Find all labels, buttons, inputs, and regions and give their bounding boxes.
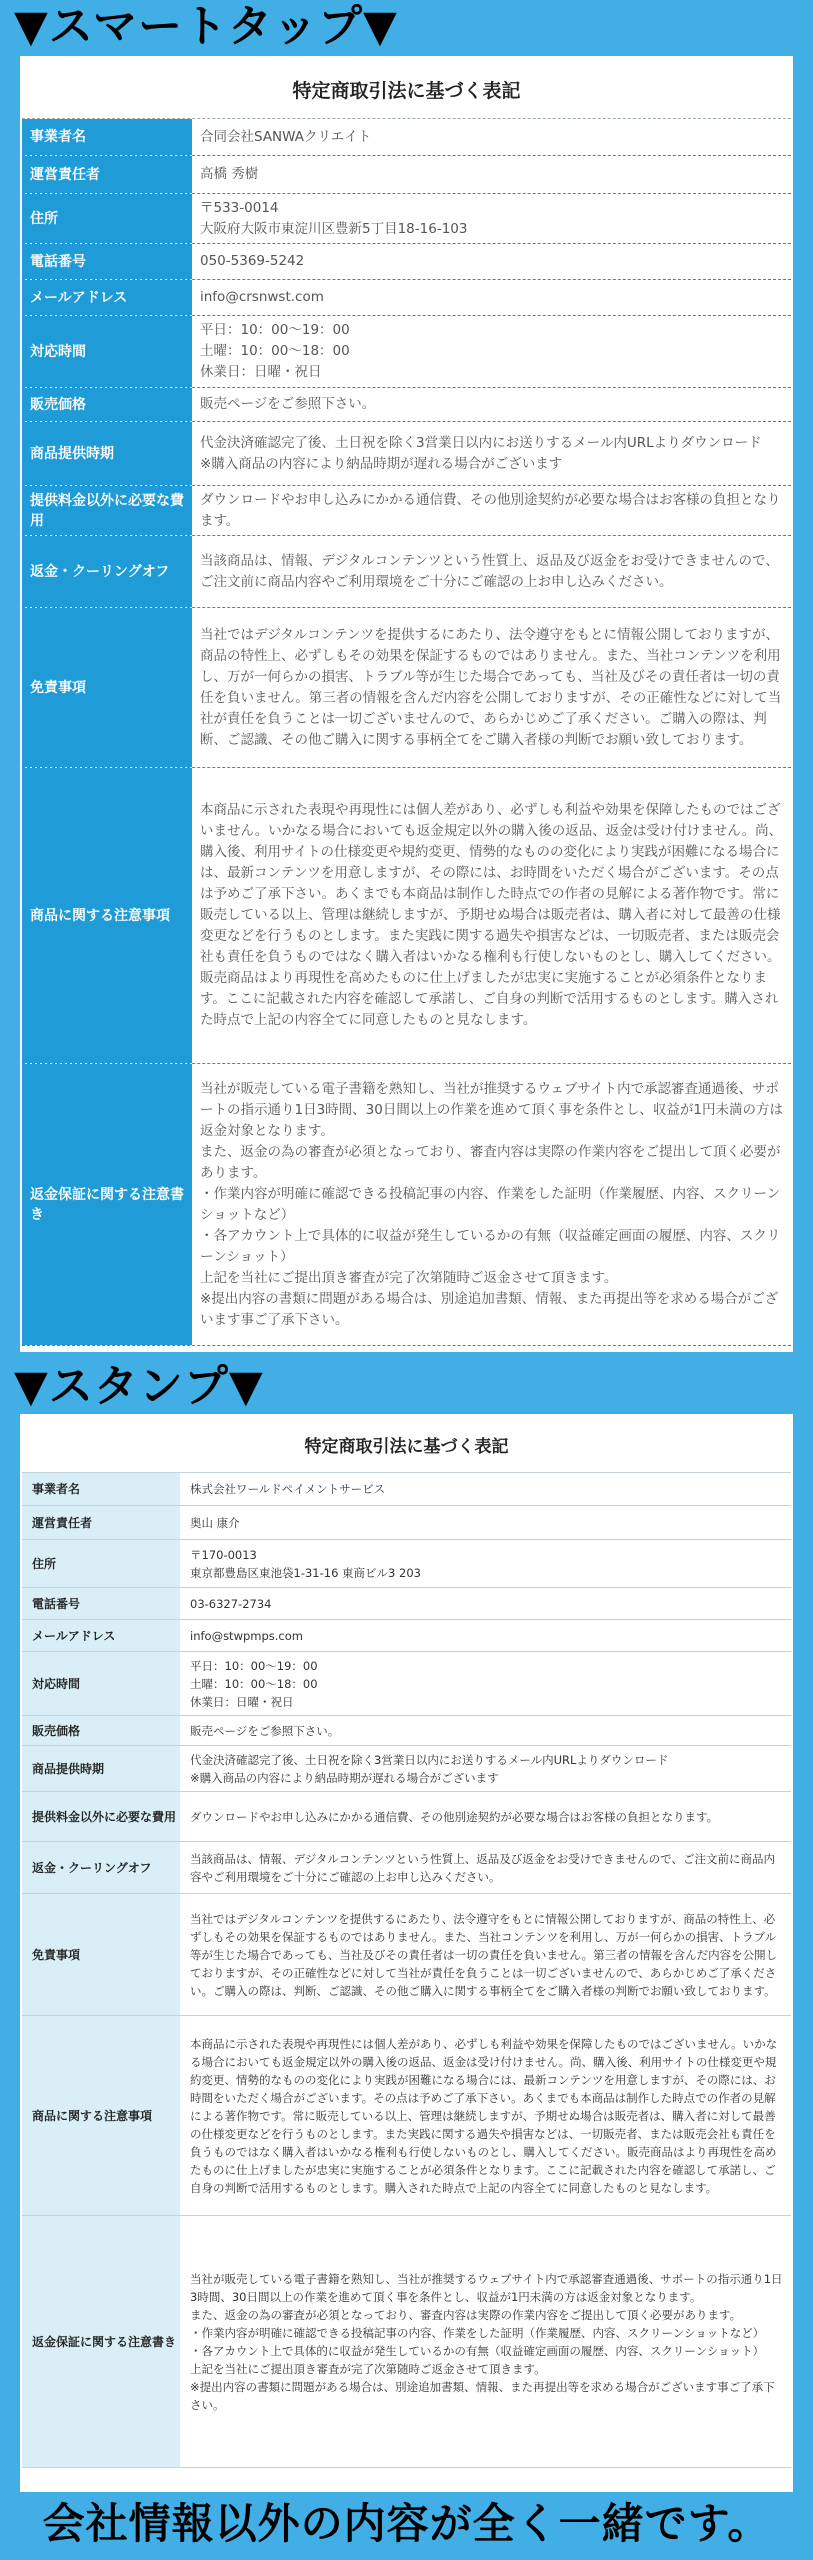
table-row (22, 316, 791, 388)
row-label: 返金保証に関する注意書き (22, 1064, 192, 1345)
table-row (22, 1506, 791, 1540)
row-value: 代金決済確認完了後、土日祝を除く3営業日以内にお送りするメール内URLよりダウンロード ※購入商品の内容により納品時期が遅れる場合がございます (200, 434, 762, 472)
row-value: 奥山 康介 (190, 1515, 240, 1530)
table-row (22, 422, 791, 486)
row-label: 返金・クーリングオフ (22, 1842, 180, 1893)
row-label: 販売価格 (22, 388, 192, 421)
panel-title: 特定商取引法に基づく表記 (292, 80, 521, 102)
row-value: ダウンロードやお申し込みにかかる通信費、その他別途契約が必要な場合はお客様の負担となります。 (200, 491, 781, 529)
table-row (22, 244, 791, 280)
row-value: ダウンロードやお申し込みにかかる通信費、その他別途契約が必要な場合はお客様の負担となります。 (190, 1809, 719, 1824)
legal-notice-table (22, 1472, 791, 2468)
row-value: info@crsnwst.com (200, 289, 324, 305)
row-label: 住所 (22, 1540, 180, 1587)
row-value: 販売ページをご参照下さい。 (190, 1723, 340, 1738)
table-row (22, 1652, 791, 1716)
row-label: 返金・クーリングオフ (22, 536, 192, 607)
row-value: 株式会社ワールドペイメントサービス (190, 1482, 386, 1496)
table-row (22, 1588, 791, 1620)
row-value: 合同会社SANWAクリエイト (200, 128, 372, 145)
table-row (22, 1540, 791, 1588)
row-value: 当該商品は、情報、デジタルコンテンツという性質上、返品及び返金をお受けできませんので、ご注文前に商品内容やご利用環境をご十分にご確認の上お申し込みください。 (190, 1851, 775, 1884)
table-row (22, 2016, 791, 2216)
row-label: メールアドレス (22, 1620, 180, 1651)
row-value: 当社ではデジタルコンテンツを提供するにあたり、法令遵守をもとに情報公開しておりますが、商品の特性上、必ずしもその効果を保証するものではありません。また、当社コンテンツを利用し、万が一何らかの損害、トラブル等が生じた場合であっても、当社及びその責任者は一切の責任を負いません。第三者の情報を含んだ内容を公開しておりますが、その正確性などに対して当社が責任を負うことは一切ございませんので、あらかじめご了承ください。ご購入の際は、判断、ご認識、その他ご購入に関する事柄全てをご購入者様の判断でお願い致しております。 (200, 626, 782, 748)
table-row (22, 768, 791, 1064)
row-label: 対応時間 (22, 316, 192, 387)
row-value: 当社が販売している電子書籍を熟知し、当社が推奨するウェブサイト内で承認審査通過後、サポートの指示通り1日3時間、30日間以上の作業を進めて頂く事を条件とし、収益が1円未満の方は返金対象となります。 また、返金の為の審査が必須となっており、審査内容は実際の作業内容をご提出して頂く必要があります。 ・作業内容が明確に確認できる投稿記事の内容、作業をした証明（作業履歴、内容、スクリーンショットなど） ・各アカウント上で具体的に収益が発生しているかの有無（収益確定画面の履歴、内容、スクリーンショット） 上記を当社にご提出頂き審査が完了次第随時ご返金させて頂きます。 ※提出内容の書類に問題がある場合は、別途追加書類、情報、また再提出等を求める場合がございます事ご了承下さい。 (190, 2271, 783, 2412)
row-label: 商品提供時期 (22, 422, 192, 485)
row-label: 運営責任者 (22, 1506, 180, 1539)
row-value: 販売ページをご参照下さい。 (200, 396, 376, 412)
row-value: 高橋 秀樹 (200, 166, 259, 182)
row-label: 対応時間 (22, 1652, 180, 1715)
row-label: 運営責任者 (22, 156, 192, 193)
row-value: 平日：10：00〜19：00 土曜：10：00〜18：00 休業日：日曜・祝日 (190, 1658, 318, 1709)
table-row (22, 1716, 791, 1746)
row-value: info@stwpmps.com (190, 1628, 303, 1643)
table-row (22, 1064, 791, 1346)
table-row (22, 280, 791, 316)
table-row (22, 1894, 791, 2016)
row-value: 本商品に示された表現や再現性には個人差があり、必ずしも利益や効果を保障したものではございません。いかなる場合においても返金規定以外の購入後の返品、返金は受け付けません。尚、購入後、利用サイトの仕様変更や規約変更、情勢的なものの変化により実践が困難になる場合には、最新コンテンツを用意しますが、その際には、お時間をいただく場合がございます。その点は予めご了承下さい。あくまでも本商品は制作した時点での作者の見解による著作物です。常に販売している以上、管理は継続しますが、予期せぬ場合は販売者は、購入者に対して最善の仕様変更などを行うものとします。また実践に関する過失や損害などは、一切販売者、または販売会社も責任を負うものではなく購入者はいかなる権利も行使しないものとし、購入してください。販売商品はより再現性を高めたものに仕上げましたが忠実に実施することが必須条件となります。ここに記載された内容を確認して承諾し、ご自身の判断で活用するものとします。購入された時点で上記の内容全てに同意したものと見なします。 (190, 2036, 778, 2195)
legal-notice-panel-smarttap (20, 56, 793, 1352)
table-row (22, 608, 791, 768)
row-label: 電話番号 (22, 1588, 180, 1619)
table-row (22, 1842, 791, 1894)
row-label: 提供料金以外に必要な費用 (22, 1792, 180, 1841)
row-label: 免責事項 (22, 608, 192, 767)
row-label: 事業者名 (22, 119, 192, 155)
row-value: 050-5369-5242 (200, 253, 305, 269)
row-label: メールアドレス (22, 280, 192, 315)
table-row (22, 1792, 791, 1842)
row-value: 当社が販売している電子書籍を熟知し、当社が推奨するウェブサイト内で承認審査通過後、サポートの指示通り1日3時間、30日間以上の作業を進めて頂く事を条件とし、収益が1円未満の方は返金対象となります。 また、返金の為の審査が必須となっており、審査内容は実際の作業内容をご提出して頂く必要があります。 ・作業内容が明確に確認できる投稿記事の内容、作業をした証明（作業履歴、内容、スクリーンショットなど） ・各アカウント上で具体的に収益が発生しているかの有無（収益確定画面の履歴、内容、スクリーンショット） 上記を当社にご提出頂き審査が完了次第随時ご返金させて頂きます。 ※提出内容の書類に問題がある場合は、別途追加書類、情報、また再提出等を求める場合がございます事ご了承下さい。 (200, 1080, 783, 1328)
legal-notice-table (22, 118, 791, 1346)
footer-note: 会社情報以外の内容が全く一緒です。 (42, 2499, 771, 2548)
row-label: 提供料金以外に必要な費用 (22, 486, 192, 535)
section-heading-stamp: ▼スタンプ▼ (14, 1361, 264, 1412)
table-row (22, 486, 791, 536)
row-value: 03-6327-2734 (190, 1596, 272, 1611)
table-row (22, 194, 791, 244)
row-value: 平日：10：00〜19：00 土曜：10：00〜18：00 休業日：日曜・祝日 (200, 322, 350, 380)
section-heading-smarttap: ▼スマートタップ▼ (14, 1, 398, 52)
table-row (22, 156, 791, 194)
row-label: 商品提供時期 (22, 1746, 180, 1791)
row-label: 住所 (22, 194, 192, 243)
row-value: 〒170-0013 東京都豊島区東池袋1-31-16 東商ビル3 203 (190, 1547, 421, 1580)
table-row (22, 118, 791, 156)
row-label: 販売価格 (22, 1716, 180, 1745)
legal-notice-panel-stamp (20, 1414, 793, 2492)
row-value: 当該商品は、情報、デジタルコンテンツという性質上、返品及び返金をお受けできませんので、ご注文前に商品内容やご利用環境をご十分にご確認の上お申し込みください。 (200, 552, 779, 590)
row-value: 本商品に示された表現や再現性には個人差があり、必ずしも利益や効果を保障したものではございません。いかなる場合においても返金規定以外の購入後の返品、返金は受け付けません。尚、購入後、利用サイトの仕様変更や規約変更、情勢的なものの変化により実践が困難になる場合には、最新コンテンツを用意しますが、その際には、お時間をいただく場合がございます。その点は予めご了承下さい。あくまでも本商品は制作した時点での作者の見解による著作物です。常に販売している以上、管理は継続しますが、予期せぬ場合は販売者は、購入者に対して最善の仕様変更などを行うものとします。また実践に関する過失や損害などは、一切販売者、または販売会社も責任を負うものではなく購入者はいかなる権利も行使しないものとし、購入してください。販売商品はより再現性を高めたものに仕上げましたが忠実に実施することが必須条件となります。ここに記載された内容を確認して承諾し、ご自身の判断で活用するものとします。購入された時点で上記の内容全てに同意したものと見なします。 (200, 802, 783, 1028)
row-label: 電話番号 (22, 244, 192, 279)
table-row (22, 388, 791, 422)
row-label: 返金保証に関する注意書き (22, 2216, 180, 2467)
row-label: 商品に関する注意事項 (22, 2016, 180, 2215)
panel-title: 特定商取引法に基づく表記 (304, 1437, 509, 1457)
table-row (22, 2216, 791, 2468)
row-value: 当社ではデジタルコンテンツを提供するにあたり、法令遵守をもとに情報公開しておりますが、商品の特性上、必ずしもその効果を保証するものではありません。また、当社コンテンツを利用し、万が一何らかの損害、トラブル等が生じた場合であっても、当社及びその責任者は一切の責任を負いません。第三者の情報を含んだ内容を公開しておりますが、その正確性などに対して当社が責任を負うことは一切ございませんので、あらかじめご了承ください。ご購入の際は、判断、ご認識、その他ご購入に関する事柄全てをご購入者様の判断でお願い致しております。 (190, 1911, 778, 1998)
table-row (22, 1472, 791, 1506)
row-value: 〒533-0014 大阪府大阪市東淀川区豊新5丁目18-16-103 (200, 199, 468, 237)
table-row (22, 536, 791, 608)
table-row (22, 1746, 791, 1792)
row-label: 事業者名 (22, 1473, 180, 1505)
table-row (22, 1620, 791, 1652)
row-label: 免責事項 (22, 1894, 180, 2015)
row-value: 代金決済確認完了後、土日祝を除く3営業日以内にお送りするメール内URLよりダウンロード ※購入商品の内容により納品時期が遅れる場合がございます (190, 1752, 669, 1785)
row-label: 商品に関する注意事項 (22, 768, 192, 1063)
